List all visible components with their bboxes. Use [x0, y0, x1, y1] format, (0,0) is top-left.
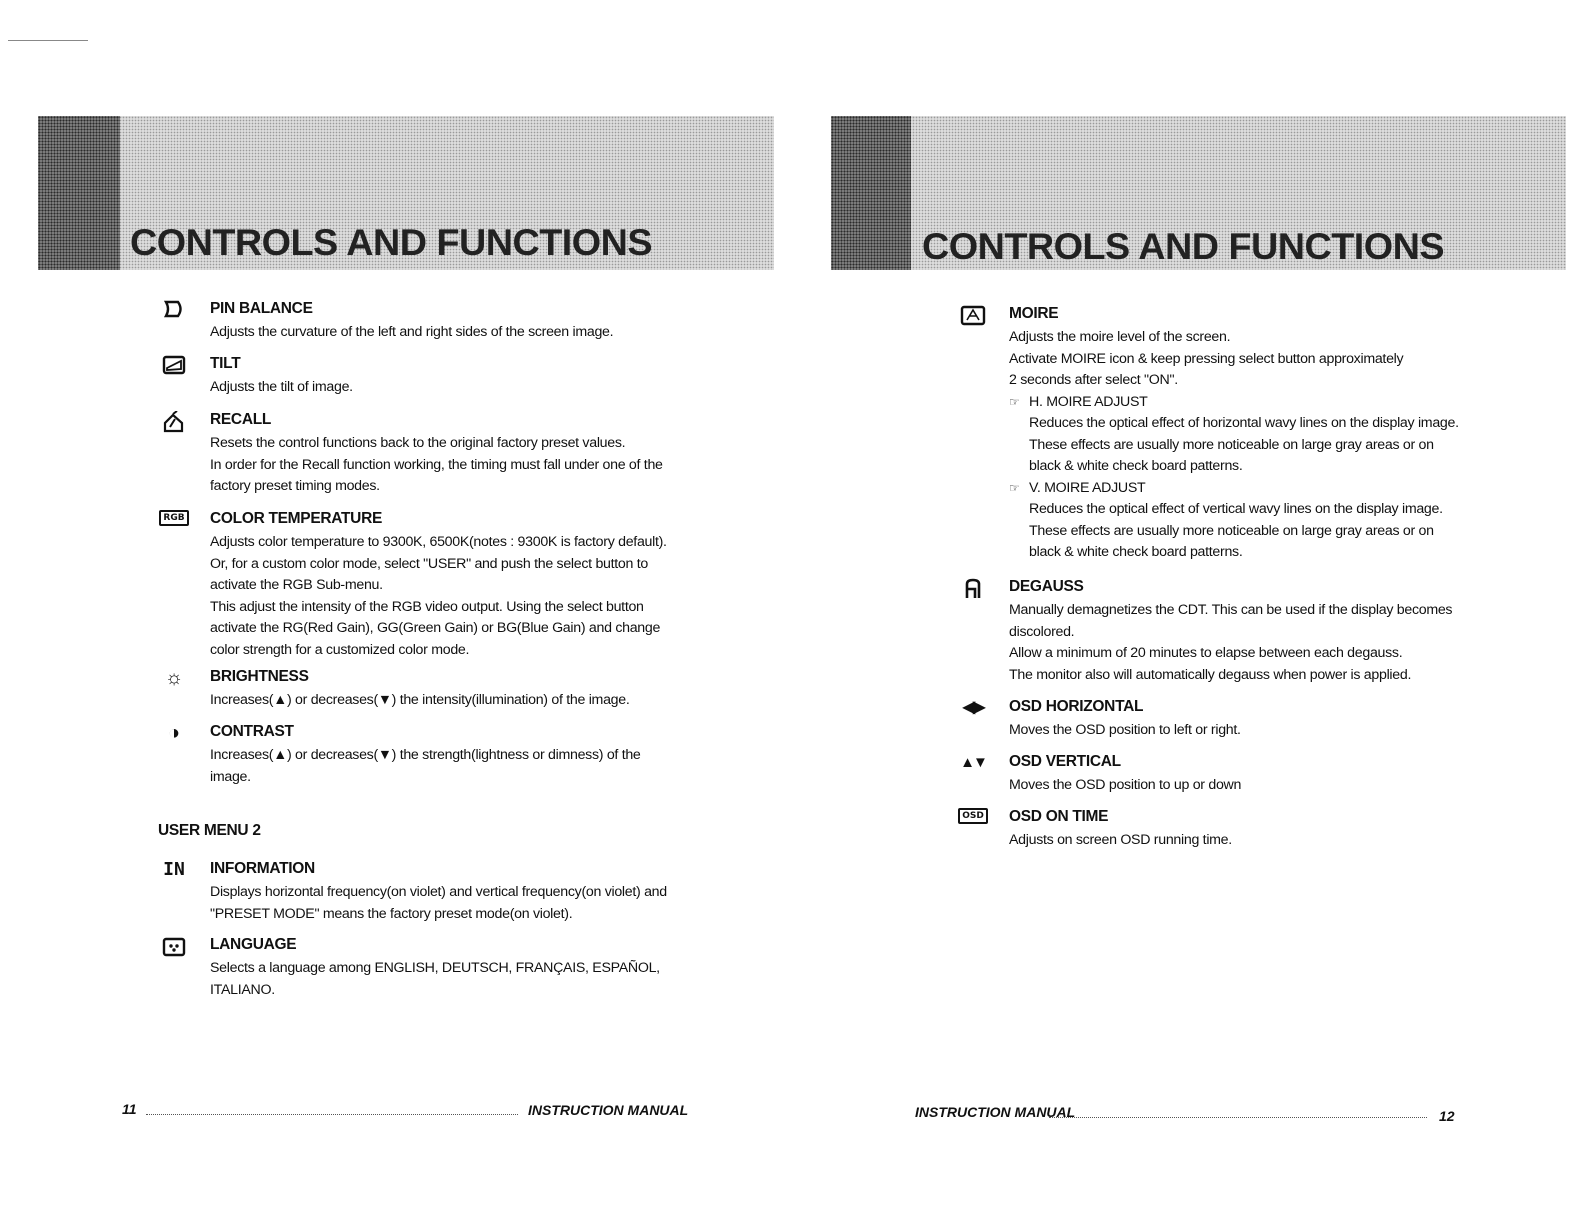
body-line: Moves the OSD position to left or right.	[1009, 722, 1241, 738]
language-icon	[160, 936, 188, 958]
entry-body	[1009, 720, 1509, 742]
entry-body	[1009, 830, 1509, 852]
body-line: Manually demagnetizes the CDT. This can be used if the display becomes	[1009, 602, 1453, 618]
sub-item-body	[1009, 499, 1569, 564]
body-line: Selects a language among ENGLISH, DEUTSCH, FRANÇAIS, ESPAÑOL,	[210, 960, 660, 976]
entry-body	[210, 377, 710, 399]
entry-body	[210, 958, 710, 1001]
sub-item-h-moire-adjust	[1009, 392, 1569, 414]
footer-label: INSTRUCTION MANUAL	[915, 1104, 1076, 1120]
rgb-icon	[160, 510, 188, 532]
body-line: 2 seconds after select "ON".	[1009, 372, 1178, 388]
body-line: Adjusts the tilt of image.	[210, 379, 353, 395]
body-line: "PRESET MODE" means the factory preset mode(on violet).	[210, 905, 573, 922]
body-line: discolored.	[1009, 623, 1075, 640]
entry-title: OSD VERTICAL	[1009, 753, 1121, 770]
entry-title: BRIGHTNESS	[210, 668, 309, 685]
body-line: black & white check board patterns.	[1029, 458, 1243, 474]
entry-title: OSD ON TIME	[1009, 808, 1109, 825]
pointing-hand-icon: ☞	[1009, 480, 1020, 495]
entry-body	[1009, 775, 1509, 797]
body-line: Displays horizontal frequency(on violet) and vertical frequency(on violet) and	[210, 884, 667, 900]
right-page	[791, 0, 1582, 1224]
entry-title: CONTRAST	[210, 723, 294, 740]
footer-dotted-leader	[146, 1114, 518, 1115]
body-line: These effects are usually more noticeable on large gray areas or on	[1029, 436, 1434, 453]
body-line: Adjusts the moire level of the screen.	[1009, 329, 1231, 345]
entry-body	[1009, 600, 1569, 686]
body-line: factory preset timing modes.	[210, 478, 380, 494]
body-line: The monitor also will automatically degauss when power is applied.	[1009, 666, 1412, 683]
contrast-icon: ◑	[167, 722, 181, 744]
body-line: Increases(▲) or decreases(▼) the intensity(illumination) of the image.	[210, 692, 630, 708]
pointing-hand-icon: ☞	[1009, 394, 1020, 409]
body-line: These effects are usually more noticeable on large gray areas or on	[1029, 522, 1434, 539]
osd-icon-label: OSD	[958, 808, 988, 824]
entry-body	[210, 532, 710, 661]
body-line: Reduces the optical effect of vertical wavy lines on the display image.	[1029, 501, 1443, 517]
entry-title: OSD HORIZONTAL	[1009, 698, 1144, 715]
body-line: color strength for a customized color mode.	[210, 641, 470, 658]
entry-body	[210, 882, 710, 925]
body-line: image.	[210, 768, 251, 785]
entry-title: LANGUAGE	[210, 936, 297, 953]
degauss-icon	[959, 578, 987, 600]
moire-icon	[959, 305, 987, 327]
left-page	[0, 0, 790, 1224]
body-line: Adjusts the curvature of the left and right sides of the screen image.	[210, 324, 614, 340]
body-line: In order for the Recall function working, the timing must fall under one of the	[210, 456, 663, 473]
entry-body	[210, 433, 710, 498]
entry-body	[210, 322, 710, 344]
body-line: Adjusts color temperature to 9300K, 6500K(notes : 9300K is factory default).	[210, 534, 667, 550]
osd-on-time-icon	[959, 808, 987, 830]
information-icon: IN	[163, 859, 185, 880]
page-number: 11	[122, 1101, 137, 1117]
entry-title: MOIRE	[1009, 305, 1059, 322]
body-line: Moves the OSD position to up or down	[1009, 777, 1242, 793]
footer-dotted-leader	[1049, 1117, 1427, 1118]
tilt-icon	[160, 355, 188, 377]
page-title: CONTROLS AND FUNCTIONS	[922, 226, 1445, 267]
brightness-icon: ☼	[164, 667, 184, 689]
body-line: Adjusts on screen OSD running time.	[1009, 832, 1232, 848]
body-line: Reduces the optical effect of horizontal wavy lines on the display image.	[1029, 415, 1459, 431]
pin-balance-icon	[160, 300, 188, 322]
body-line: Allow a minimum of 20 minutes to elapse between each degauss.	[1009, 645, 1403, 661]
body-line: Resets the control functions back to the original factory preset values.	[210, 435, 626, 451]
entry-body	[1009, 327, 1569, 564]
body-line: This adjust the intensity of the RGB video output. Using the select button	[210, 598, 644, 615]
page-number: 12	[1439, 1108, 1455, 1124]
header-banner-block	[38, 116, 120, 270]
entry-body	[210, 745, 710, 788]
body-line: black & white check board patterns.	[1029, 544, 1243, 560]
sub-item-title: H. MOIRE ADJUST	[1029, 393, 1148, 410]
footer-label: INSTRUCTION MANUAL	[528, 1102, 689, 1118]
entry-title: INFORMATION	[210, 860, 315, 877]
entry-title: PIN BALANCE	[210, 300, 313, 317]
sub-item-v-moire-adjust	[1009, 478, 1569, 500]
body-line: ITALIANO.	[210, 981, 275, 998]
entry-title: RECALL	[210, 411, 272, 428]
header-banner-block	[831, 116, 911, 270]
entry-title: TILT	[210, 355, 241, 372]
rgb-icon-label: RGB	[159, 510, 188, 526]
recall-icon	[160, 411, 188, 433]
osd-vertical-icon: ▲▼	[960, 754, 986, 771]
entry-body	[210, 690, 710, 712]
body-line: Activate MOIRE icon & keep pressing select button approximately	[1009, 350, 1404, 367]
body-line: activate the RG(Red Gain), GG(Green Gain) or BG(Blue Gain) and change	[210, 620, 661, 636]
page-title: CONTROLS AND FUNCTIONS	[130, 222, 653, 263]
body-line: Or, for a custom color mode, select "USER" and push the select button to	[210, 555, 648, 572]
sub-item-title: V. MOIRE ADJUST	[1029, 479, 1146, 496]
body-line: activate the RGB Sub-menu.	[210, 577, 383, 593]
osd-horizontal-icon: ◀▶	[962, 699, 984, 716]
sub-item-body	[1009, 413, 1569, 478]
entry-title: DEGAUSS	[1009, 578, 1084, 595]
entry-title: COLOR TEMPERATURE	[210, 510, 382, 527]
body-line: Increases(▲) or decreases(▼) the strength(lightness or dimness) of the	[210, 747, 641, 763]
section-label-user-menu-2: USER MENU 2	[158, 822, 261, 839]
